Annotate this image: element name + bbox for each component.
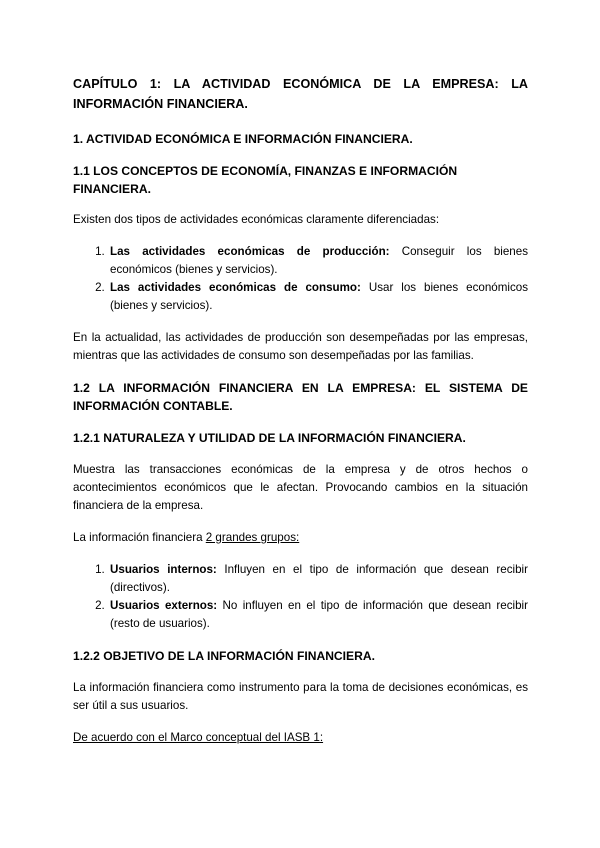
groups-intro: La información financiera [73,531,206,544]
list-item [108,597,528,633]
iasb-paragraph: De acuerdo con el Marco conceptual del IASB 1: [73,731,324,744]
list-item-term: Las actividades económicas de producción: [110,245,390,258]
section-heading-1-2: 1.2 LA INFORMACIÓN FINANCIERA EN LA EMPRESA: EL SISTEMA DE INFORMACIÓN CONTABLE. [73,381,528,413]
list-item-desc: Conseguir los bienes económicos (bienes y servicios). [110,245,528,276]
list-item-term: Usuarios externos: [110,599,218,612]
list-item-term: Usuarios internos: [110,563,217,576]
chapter-title: CAPÍTULO 1: LA ACTIVIDAD ECONÓMICA DE LA EMPRESA: LA INFORMACIÓN FINANCIERA. [73,77,528,111]
list-item [108,279,528,315]
users-list [73,561,528,633]
document-content [73,74,528,761]
section-heading-1-2-2: 1.2.2 OBJETIVO DE LA INFORMACIÓN FINANCIERA. [73,649,375,663]
list-item [108,243,528,279]
intro-paragraph: Existen dos tipos de actividades económicas claramente diferenciadas: [73,213,440,226]
list-item-desc: No influyen en el tipo de información que desean recibir (resto de usuarios). [110,599,528,630]
activities-list [73,243,528,315]
list-item [108,561,528,597]
objective-paragraph: La información financiera como instrumento para la toma de decisiones económicas, es ser útil a sus usuarios. [73,681,528,712]
section-heading-1-2-1: 1.2.1 NATURALEZA Y UTILIDAD DE LA INFORMACIÓN FINANCIERA. [73,431,466,445]
list-item-desc: Influyen en el tipo de información que desean recibir (directivos). [110,563,528,594]
groups-paragraph [73,529,528,547]
nature-paragraph: Muestra las transacciones económicas de la empresa y de otros hechos o acontecimientos económicos que le afectan. Provocando cambios en la situación financiera de la empresa. [73,463,528,512]
section-heading-1: 1. ACTIVIDAD ECONÓMICA E INFORMACIÓN FINANCIERA. [73,132,413,146]
groups-underlined: 2 grandes grupos: [205,531,300,544]
list-item-desc: Usar los bienes económicos (bienes y servicios). [110,281,528,312]
list-item-term: Las actividades económicas de consumo: [110,281,361,294]
section-heading-1-1: 1.1 LOS CONCEPTOS DE ECONOMÍA, FINANZAS E INFORMACIÓN FINANCIERA. [73,164,458,196]
actuality-paragraph: En la actualidad, las actividades de producción son desempeñadas por las empresas, mientras que las actividades de consumo son desempeñadas por las familias. [73,331,528,362]
